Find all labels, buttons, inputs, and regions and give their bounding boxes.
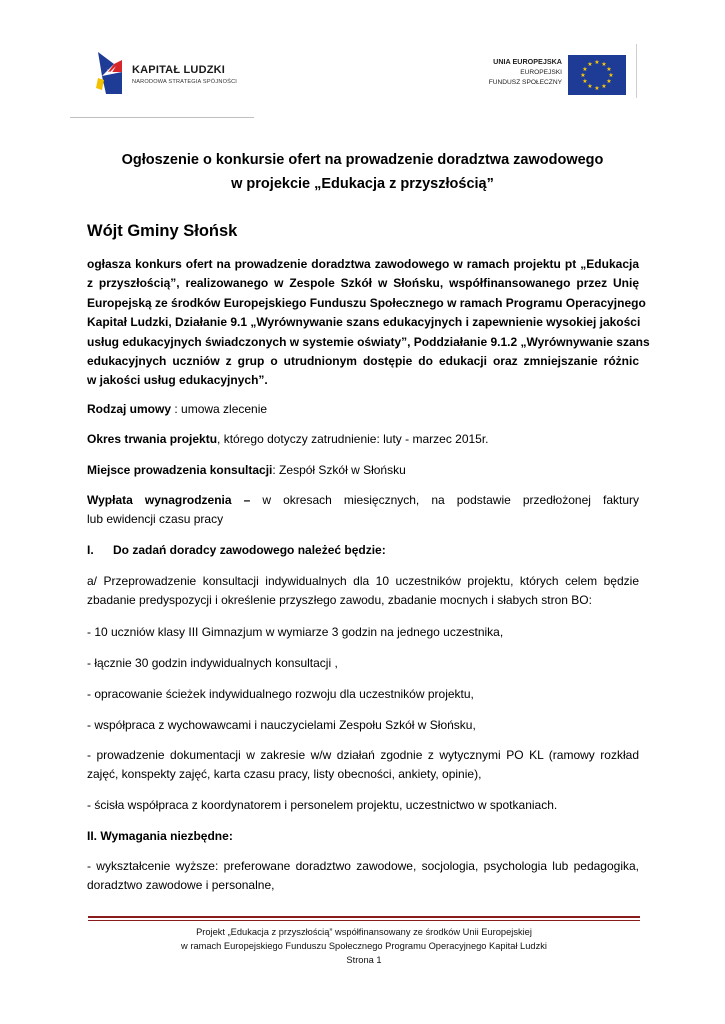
eu-logo-line1: UNIA EUROPEJSKA — [493, 57, 562, 66]
svg-text:★: ★ — [601, 61, 607, 68]
task-a-paragraph — [87, 572, 639, 611]
eu-logo-text — [489, 57, 562, 89]
okres-value: , którego dotyczy zatrudnienie: luty - marzec 2015r. — [217, 432, 489, 446]
intro-line: z przyszłością”, realizowanego w Zespole Szkół w Słońsku, współfinansowanego przez Unię — [87, 276, 639, 291]
footer-rule-thin — [88, 920, 640, 921]
eu-efs-logo — [484, 55, 626, 99]
kapital-ludzki-subtitle: NARODOWA STRATEGIA SPÓJNOŚCI — [132, 79, 238, 85]
page-number: Strona 1 — [346, 955, 382, 965]
eu-logo-divider — [636, 44, 637, 98]
intro-line: w jakości usług edukacyjnych”. — [87, 373, 268, 388]
intro-line: edukacyjnych uczniów z grup o utrudnionym dostępie do edukacji oraz zmniejszanie różnic — [87, 354, 639, 369]
kapital-ludzki-logo — [92, 50, 252, 100]
wojt-heading: Wójt Gminy Słońsk — [87, 222, 238, 240]
task-doc-line-2: zajęć, konspekty zajęć, karta czasu pracy, listy obecności, ankiety, opinie), — [87, 767, 482, 782]
wyplata-line-1 — [87, 491, 639, 510]
task-item-documentation — [87, 746, 639, 785]
svg-text:★: ★ — [606, 66, 612, 73]
document-title — [70, 148, 655, 196]
umowa-line — [87, 400, 267, 419]
svg-text:★: ★ — [606, 78, 612, 85]
requirement-line: doradztwo zawodowe i personalne, — [87, 878, 275, 893]
svg-text:★: ★ — [594, 85, 600, 92]
svg-text:★: ★ — [587, 83, 593, 90]
footer-line-2: w ramach Europejskiego Funduszu Społecznego Programu Operacyjnego Kapitał Ludzki — [181, 941, 547, 951]
wyplata-paragraph — [87, 491, 639, 530]
task-a-line: zbadanie predyspozycji i określenie przyszłego zawodu, zbadanie mocnych i słabych stron BO: — [87, 593, 592, 608]
svg-text:★: ★ — [587, 61, 593, 68]
page-footer — [88, 925, 640, 967]
intro-line: ogłasza konkurs ofert na prowadzenie doradztwa zawodowego w ramach projektu pt „Edukacja — [87, 257, 639, 271]
intro-paragraph — [87, 255, 650, 391]
eu-flag-icon — [568, 55, 626, 95]
title-line-2: w projekcie „Edukacja z przyszłością” — [231, 176, 494, 192]
okres-label: Okres trwania projektu — [87, 432, 218, 446]
requirement-line: - wykształcenie wyższe: preferowane doradztwo zawodowe, socjologia, psychologia lub pedagogika, — [87, 859, 639, 873]
miejsce-value: : Zespół Szkół w Słońsku — [272, 463, 406, 477]
svg-text:★: ★ — [594, 59, 600, 66]
section-1-number: I. — [87, 543, 94, 557]
task-item: - opracowanie ścieżek indywidualnego rozwoju dla uczestników projektu, — [87, 687, 474, 701]
section-1-title: Do zadań doradcy zawodowego należeć będzie: — [113, 543, 386, 557]
header-divider — [70, 117, 254, 118]
svg-text:★: ★ — [582, 78, 588, 85]
miejsce-line — [87, 461, 406, 480]
svg-text:★: ★ — [601, 83, 607, 90]
kapital-ludzki-title: KAPITAŁ LUDZKI — [132, 64, 226, 76]
requirement-paragraph — [87, 857, 639, 896]
task-item: - łącznie 30 godzin indywidualnych konsultacji , — [87, 656, 338, 670]
task-item: - ścisła współpraca z koordynatorem i personelem projektu, uczestnictwo w spotkaniach. — [87, 798, 558, 812]
svg-text:★: ★ — [582, 66, 588, 73]
svg-text:★: ★ — [608, 72, 614, 79]
footer-rule — [88, 916, 640, 918]
intro-line: usług edukacyjnych świadczonych w systemie oświaty”, Poddziałanie 9.1.2 „Wyrównywanie szans — [87, 334, 650, 349]
footer-line-1: Projekt „Edukacja z przyszłością” współfinansowany ze środków Unii Europejskiej — [196, 927, 532, 937]
eu-logo-line3: FUNDUSZ SPOŁECZNY — [488, 79, 562, 86]
task-doc-line-1: - prowadzenie dokumentacji w zakresie w/w działań zgodnie z wytycznymi PO KL (ramowy rozkład — [87, 748, 639, 762]
title-line-1: Ogłoszenie o konkursie ofert na prowadzenie doradztwa zawodowego — [121, 152, 604, 168]
kapital-ludzki-emblem-icon — [92, 50, 126, 96]
intro-line: Europejską ze środków Europejskiego Funduszu Społecznego w ramach Programu Operacyjnego — [87, 295, 646, 310]
task-item: - współpraca z wychowawcami i nauczycielami Zespołu Szkół w Słońsku, — [87, 718, 476, 732]
wyplata-text-1: w okresach miesięcznych, na podstawie przedłożonej faktury — [250, 493, 639, 507]
task-a-line: a/ Przeprowadzenie konsultacji indywidualnych dla 10 uczestników projektu, których celem będzie — [87, 574, 639, 588]
umowa-label: Rodzaj umowy — [87, 402, 172, 416]
eu-logo-line2: EUROPEJSKI — [520, 68, 562, 76]
wyplata-line-2: lub ewidencji czasu pracy — [87, 512, 224, 527]
intro-line: Kapitał Ludzki, Działanie 9.1 „Wyrównywanie szans edukacyjnych i zapewnienie wysokiej jakości — [87, 315, 641, 330]
section-2-heading: II. Wymagania niezbędne: — [87, 829, 233, 843]
task-item: - 10 uczniów klasy III Gimnazjum w wymiarze 3 godzin na jednego uczestnika, — [87, 625, 504, 639]
umowa-value: : umowa zlecenie — [171, 402, 268, 416]
miejsce-label: Miejsce prowadzenia konsultacji — [87, 463, 273, 477]
okres-line — [87, 430, 489, 449]
wyplata-label: Wypłata wynagrodzenia – — [87, 493, 251, 507]
section-1-heading — [87, 541, 386, 560]
svg-text:★: ★ — [580, 72, 586, 79]
